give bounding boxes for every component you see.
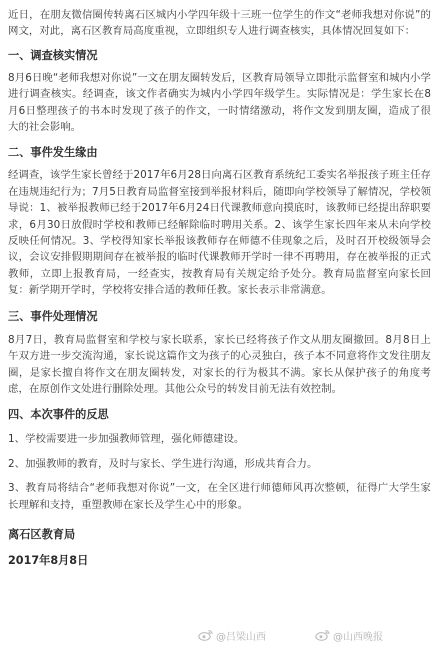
intro-paragraph: 近日，在朋友微信圈传转离石区城内小学四年级十三班一位学生的作文“老师我想对你说”的网文，对此，离石区教育局高度重视，立即组织专人进行调查核实，具体情况回复如下： [8, 9, 431, 38]
watermark-left [198, 627, 266, 643]
reflection-item: 2、加强教师的教育，及时与家长、学生进行沟通，形成共育合力。 [8, 457, 318, 470]
section-heading-cause: 二、事件发生缘由 [8, 146, 98, 160]
signature-organization: 离石区教育局 [8, 527, 76, 541]
watermark-text: @山西晚报 [333, 631, 383, 643]
section-body-handling: 8月7日，教育局监督室和学校与家长联系，家长已经将孩子作文从朋友圈撤回。8月8日上午双方进一步交流沟通，家长说这篇作文为孩子的心灵独白，孩子本不同意将作文发往朋友圈，是家长擅自将作文在朋友圈转发，对家长的行为极其不满。家长从保护孩子的角度考虑，在原创作文处进行删除处理。其他公众号的转发目前无法有效控制。 [8, 333, 431, 395]
section-body-cause: 经调查，该学生家长曾经于2017年6月28日向离石区教育系统纪工委实名举报孩子班主任存在违规违纪行为；7月5日教育局监督室接到举报材料后，随即向学校领导了解情况，学校领导说：1、被举报教师已经于2017年6月24日代课教师意向摸底时，该教师已经提出辞职要求，6月30日放假时学校和教师已经解除临时聘用关系。2、该学生家长四年来从未向学校反映任何情况。3、学校得知家长举报该教师存在师德不佳现象之后，及时召开校级领导会议，会议安排假期期间存在被举报的临时代课教师开学时一律不再聘用，存在被举报的正式教师，立即上报教育局，一经查实，按教育局有关规定给予处分。教育局监督室向家长回复：新学期开学时，学校将安排合适的教师任教。家长表示非常满意。 [8, 169, 431, 297]
reflection-item: 1、学校需要进一步加强教师管理，强化师德建设。 [8, 433, 245, 446]
watermark-right [315, 627, 383, 643]
section-body-investigation: 8月6日晚“老师我想对你说”一文在朋友圈转发后，区教育局领导立即批示监督室和城内小学进行调查核实。经调查，该文作者确实为城内小学四年级学生。实际情况是：学生家长在8月6日整理孩子的书本时发现了孩子的作文，一时情绪激动，将作文发到朋友圈，造成了很大的社会影响。 [8, 71, 431, 134]
weibo-logo-icon [198, 629, 213, 641]
section-heading-reflection: 四、本次事件的反思 [8, 408, 109, 422]
section-heading-investigation: 一、调查核实情况 [8, 48, 98, 62]
weibo-logo-icon [315, 629, 330, 641]
watermark-text: @吕梁山西 [216, 631, 266, 643]
reflection-item: 3、教育局将结合“老师我想对你说”一文，在全区进行师德师风再次整顿，征得广大学生家长理解和支持，重塑教师在家长及学生心中的形象。 [8, 482, 431, 511]
section-heading-handling: 三、事件处理情况 [8, 309, 98, 323]
signature-date: 2017年8月8日 [8, 553, 89, 567]
